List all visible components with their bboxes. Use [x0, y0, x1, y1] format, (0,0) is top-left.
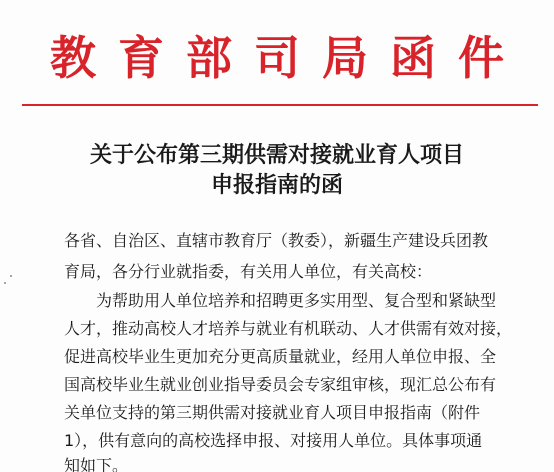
- document-title-line-2: 申报指南的函: [210, 172, 343, 198]
- body-paragraph-line: 人才，推动高校人才培养与就业有机联动、人才供需有效对接，: [64, 319, 513, 338]
- body-paragraph-line: 促进高校毕业生更加充分更高质量就业，经用人单位申报、全: [64, 347, 497, 366]
- body-paragraph-line: 关单位支持的第三期供需对接就业育人项目申报指南（附件: [64, 403, 481, 422]
- body-paragraph-line: 知如下。: [64, 456, 129, 472]
- letterhead-divider: [22, 104, 538, 106]
- body-paragraph-line: 国高校毕业生就业创业指导委员会专家组审核，现汇总公布有: [64, 375, 497, 394]
- scan-speck: [4, 282, 6, 284]
- scan-speck: [10, 275, 12, 277]
- letterhead-title: 教育部司局函件: [50, 31, 526, 85]
- body-paragraph-line: 1），供有意向的高校选择申报、对接用人单位。具体事项通: [64, 431, 483, 450]
- document-title-line-1: 关于公布第三期供需对接就业育人项目: [89, 142, 464, 168]
- body-paragraph-line: 为帮助用人单位培养和招聘更多实用型、复合型和紧缺型: [96, 291, 497, 310]
- salutation-line-2: 育局，各分行业就指委，有关用人单位，有关高校：: [64, 262, 433, 281]
- salutation-line-1: 各省、自治区、直辖市教育厅（教委），新疆生产建设兵团教: [64, 231, 489, 250]
